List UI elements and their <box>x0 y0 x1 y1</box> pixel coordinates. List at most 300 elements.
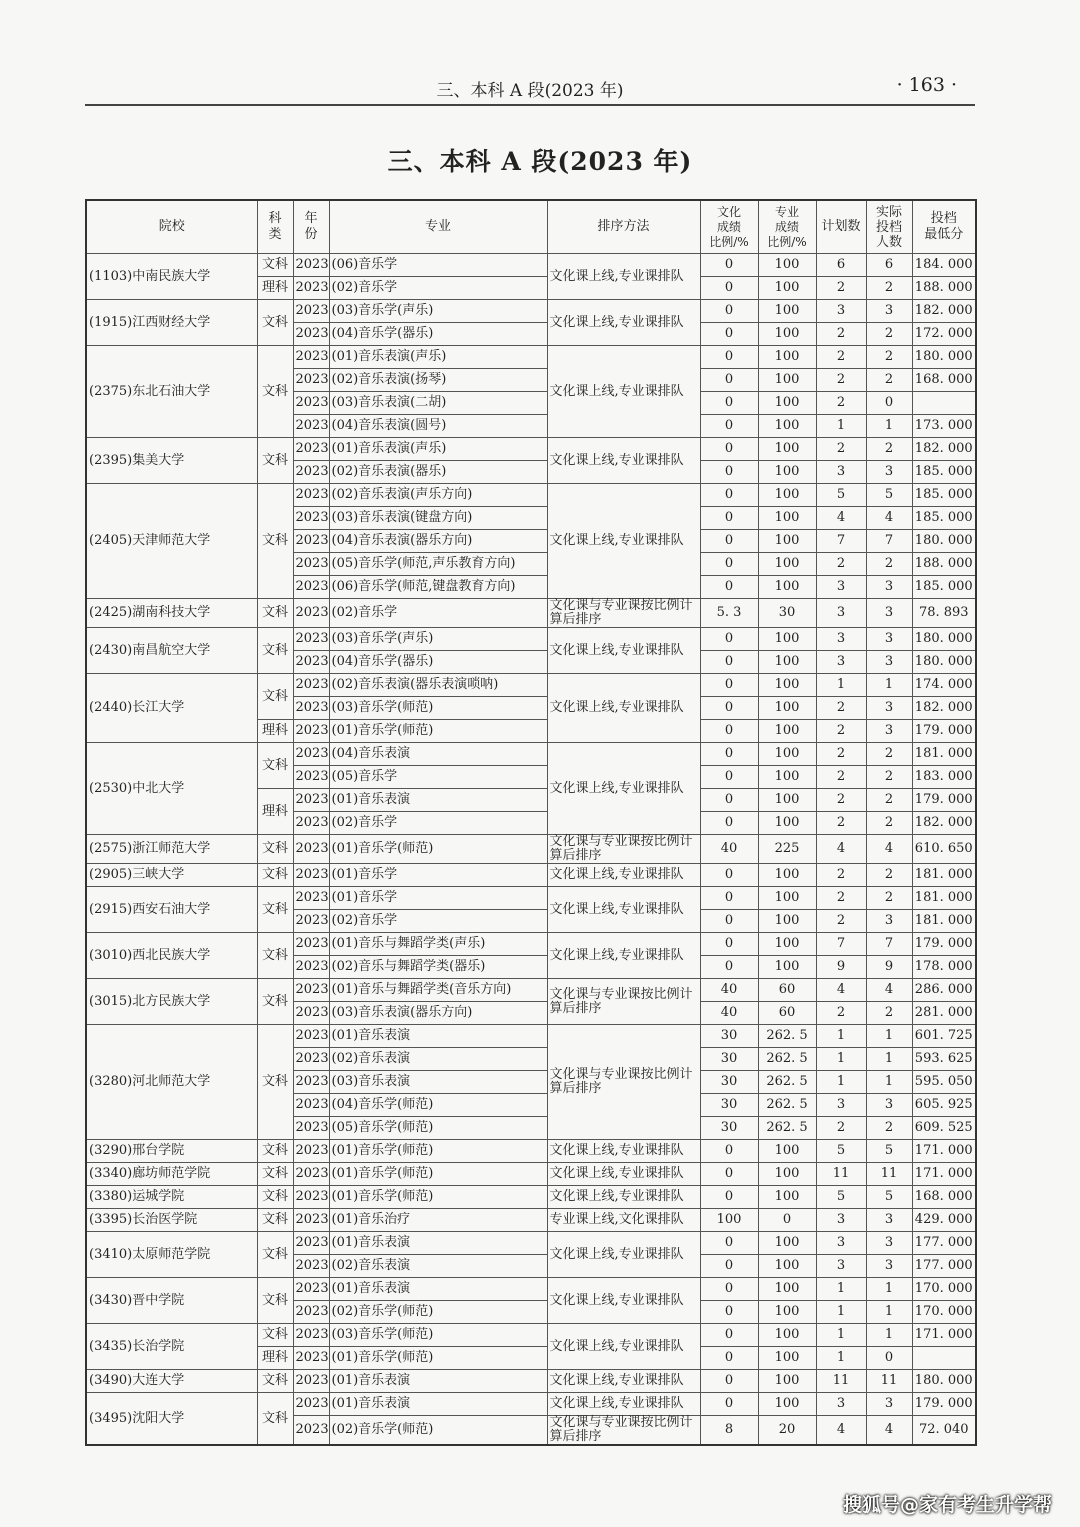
major: (01)音乐表演 <box>329 1370 547 1393</box>
plan-count: 3 <box>816 576 866 599</box>
culture-ratio: 0 <box>700 300 758 323</box>
plan-count: 2 <box>816 323 866 346</box>
plan-count: 2 <box>816 864 866 887</box>
sort-method: 文化课上线,专业课排队 <box>547 628 700 674</box>
school-name: (3340)廊坊师范学院 <box>86 1163 257 1186</box>
table-row <box>86 438 976 461</box>
pro-ratio: 262. 5 <box>758 1025 816 1048</box>
min-score: 281. 000 <box>912 1002 976 1025</box>
major: (01)音乐表演 <box>329 789 547 812</box>
min-score: 180. 000 <box>912 1370 976 1393</box>
sort-method: 文化课上线,专业课排队 <box>547 1393 700 1416</box>
year: 2023 <box>293 1416 329 1446</box>
year: 2023 <box>293 720 329 743</box>
actual-count: 1 <box>866 674 912 697</box>
pro-ratio: 100 <box>758 766 816 789</box>
subject-type: 文科 <box>257 1324 293 1347</box>
major: (01)音乐表演 <box>329 1232 547 1255</box>
year: 2023 <box>293 1278 329 1301</box>
subject-type: 文科 <box>257 1232 293 1278</box>
year: 2023 <box>293 1025 329 1048</box>
year: 2023 <box>293 369 329 392</box>
culture-ratio: 30 <box>700 1025 758 1048</box>
year: 2023 <box>293 346 329 369</box>
table-row <box>86 628 976 651</box>
major: (06)音乐学(师范,键盘教育方向) <box>329 576 547 599</box>
min-score: 180. 000 <box>912 530 976 553</box>
plan-count: 3 <box>816 1094 866 1117</box>
actual-count: 0 <box>866 1347 912 1370</box>
school-name: (2440)长江大学 <box>86 674 257 743</box>
plan-count: 2 <box>816 766 866 789</box>
min-score: 182. 000 <box>912 812 976 835</box>
actual-count: 2 <box>866 812 912 835</box>
min-score: 188. 000 <box>912 277 976 300</box>
actual-count: 2 <box>866 369 912 392</box>
min-score: 178. 000 <box>912 956 976 979</box>
subject-type: 文科 <box>257 1393 293 1446</box>
year: 2023 <box>293 1094 329 1117</box>
subject-type: 文科 <box>257 933 293 979</box>
col-header-plan: 计划数 <box>816 200 866 254</box>
table-row <box>86 484 976 507</box>
major: (01)音乐学(师范) <box>329 720 547 743</box>
actual-count: 3 <box>866 576 912 599</box>
min-score: 188. 000 <box>912 553 976 576</box>
culture-ratio: 40 <box>700 1002 758 1025</box>
sort-method: 文化课与专业课按比例计算后排序 <box>547 835 700 864</box>
subject-type: 文科 <box>257 1370 293 1393</box>
year: 2023 <box>293 1370 329 1393</box>
sort-method: 文化课上线,专业课排队 <box>547 933 700 979</box>
pro-ratio: 100 <box>758 254 816 277</box>
plan-count: 5 <box>816 1140 866 1163</box>
pro-ratio: 0 <box>758 1209 816 1232</box>
pro-ratio: 262. 5 <box>758 1094 816 1117</box>
col-header-school: 院校 <box>86 200 257 254</box>
major: (01)音乐与舞蹈学类(音乐方向) <box>329 979 547 1002</box>
pro-ratio: 100 <box>758 461 816 484</box>
culture-ratio: 30 <box>700 1117 758 1140</box>
year: 2023 <box>293 300 329 323</box>
actual-count: 7 <box>866 933 912 956</box>
school-name: (2530)中北大学 <box>86 743 257 835</box>
pro-ratio: 100 <box>758 674 816 697</box>
subject-type: 理科 <box>257 1347 293 1370</box>
culture-ratio: 0 <box>700 743 758 766</box>
table-row <box>86 933 976 956</box>
major: (01)音乐表演(声乐) <box>329 438 547 461</box>
table-row <box>86 1140 976 1163</box>
col-header-subject: 科 类 <box>257 200 293 254</box>
actual-count: 0 <box>866 392 912 415</box>
table-row <box>86 1209 976 1232</box>
pro-ratio: 100 <box>758 507 816 530</box>
actual-count: 2 <box>866 323 912 346</box>
plan-count: 3 <box>816 1393 866 1416</box>
major: (02)音乐表演(器乐) <box>329 461 547 484</box>
actual-count: 3 <box>866 599 912 628</box>
year: 2023 <box>293 1186 329 1209</box>
year: 2023 <box>293 864 329 887</box>
actual-count: 4 <box>866 835 912 864</box>
culture-ratio: 0 <box>700 812 758 835</box>
plan-count: 2 <box>816 392 866 415</box>
plan-count: 5 <box>816 484 866 507</box>
plan-count: 1 <box>816 1347 866 1370</box>
min-score: 179. 000 <box>912 789 976 812</box>
actual-count: 6 <box>866 254 912 277</box>
min-score: 181. 000 <box>912 743 976 766</box>
actual-count: 4 <box>866 507 912 530</box>
culture-ratio: 0 <box>700 628 758 651</box>
pro-ratio: 100 <box>758 277 816 300</box>
subject-type: 文科 <box>257 254 293 277</box>
pro-ratio: 100 <box>758 956 816 979</box>
culture-ratio: 0 <box>700 553 758 576</box>
min-score: 182. 000 <box>912 697 976 720</box>
year: 2023 <box>293 1232 329 1255</box>
pro-ratio: 100 <box>758 1393 816 1416</box>
pro-ratio: 100 <box>758 651 816 674</box>
culture-ratio: 0 <box>700 1301 758 1324</box>
sort-method: 文化课上线,专业课排队 <box>547 254 700 300</box>
year: 2023 <box>293 674 329 697</box>
plan-count: 5 <box>816 1186 866 1209</box>
year: 2023 <box>293 1002 329 1025</box>
pro-ratio: 100 <box>758 697 816 720</box>
plan-count: 2 <box>816 1002 866 1025</box>
actual-count: 3 <box>866 1232 912 1255</box>
major: (03)音乐学(师范) <box>329 1324 547 1347</box>
pro-ratio: 100 <box>758 438 816 461</box>
min-score: 72. 040 <box>912 1416 976 1446</box>
culture-ratio: 0 <box>700 887 758 910</box>
plan-count: 1 <box>816 1278 866 1301</box>
subject-type: 文科 <box>257 1163 293 1186</box>
culture-ratio: 0 <box>700 438 758 461</box>
min-score: 601. 725 <box>912 1025 976 1048</box>
school-name: (3410)太原师范学院 <box>86 1232 257 1278</box>
subject-type: 理科 <box>257 789 293 835</box>
col-header-major: 专业 <box>329 200 547 254</box>
major: (06)音乐学 <box>329 254 547 277</box>
actual-count: 3 <box>866 1209 912 1232</box>
min-score: 179. 000 <box>912 720 976 743</box>
culture-ratio: 0 <box>700 392 758 415</box>
actual-count: 5 <box>866 484 912 507</box>
running-title: 三、本科 A 段(2023 年) <box>436 81 624 101</box>
sort-method: 文化课与专业课按比例计算后排序 <box>547 979 700 1025</box>
pro-ratio: 100 <box>758 530 816 553</box>
plan-count: 2 <box>816 789 866 812</box>
pro-ratio: 100 <box>758 1301 816 1324</box>
year: 2023 <box>293 576 329 599</box>
sort-method: 文化课上线,专业课排队 <box>547 484 700 599</box>
major: (02)音乐学(师范) <box>329 1416 547 1446</box>
table-row <box>86 743 976 766</box>
culture-ratio: 0 <box>700 530 758 553</box>
table-row <box>86 1393 976 1416</box>
subject-type: 文科 <box>257 864 293 887</box>
pro-ratio: 100 <box>758 576 816 599</box>
table-row <box>86 979 976 1002</box>
plan-count: 2 <box>816 743 866 766</box>
year: 2023 <box>293 1347 329 1370</box>
school-name: (2575)浙江师范大学 <box>86 835 257 864</box>
culture-ratio: 0 <box>700 461 758 484</box>
actual-count: 1 <box>866 1324 912 1347</box>
major: (04)音乐学(器乐) <box>329 651 547 674</box>
major: (03)音乐学(声乐) <box>329 628 547 651</box>
sort-method: 文化课与专业课按比例计算后排序 <box>547 599 700 628</box>
plan-count: 2 <box>816 553 866 576</box>
actual-count: 2 <box>866 766 912 789</box>
pro-ratio: 100 <box>758 1163 816 1186</box>
year: 2023 <box>293 1140 329 1163</box>
year: 2023 <box>293 933 329 956</box>
major: (04)音乐学(器乐) <box>329 323 547 346</box>
year: 2023 <box>293 1301 329 1324</box>
min-score: 172. 000 <box>912 323 976 346</box>
culture-ratio: 0 <box>700 576 758 599</box>
major: (05)音乐学 <box>329 766 547 789</box>
plan-count: 11 <box>816 1370 866 1393</box>
min-score: 180. 000 <box>912 346 976 369</box>
sort-method: 文化课上线,专业课排队 <box>547 743 700 835</box>
table-row <box>86 1186 976 1209</box>
major: (01)音乐学(师范) <box>329 1186 547 1209</box>
year: 2023 <box>293 835 329 864</box>
major: (01)音乐与舞蹈学类(声乐) <box>329 933 547 956</box>
pro-ratio: 60 <box>758 1002 816 1025</box>
year: 2023 <box>293 697 329 720</box>
pro-ratio: 100 <box>758 1255 816 1278</box>
pro-ratio: 100 <box>758 887 816 910</box>
plan-count: 2 <box>816 277 866 300</box>
min-score: 185. 000 <box>912 484 976 507</box>
culture-ratio: 0 <box>700 766 758 789</box>
year: 2023 <box>293 979 329 1002</box>
actual-count: 5 <box>866 1140 912 1163</box>
major: (05)音乐学(师范) <box>329 1117 547 1140</box>
actual-count: 3 <box>866 1255 912 1278</box>
min-score: 168. 000 <box>912 369 976 392</box>
min-score: 177. 000 <box>912 1232 976 1255</box>
plan-count: 3 <box>816 1255 866 1278</box>
plan-count: 1 <box>816 1071 866 1094</box>
plan-count: 2 <box>816 720 866 743</box>
culture-ratio: 0 <box>700 1324 758 1347</box>
actual-count: 1 <box>866 1071 912 1094</box>
sort-method: 文化课上线,专业课排队 <box>547 1232 700 1278</box>
school-name: (3395)长治医学院 <box>86 1209 257 1232</box>
plan-count: 2 <box>816 887 866 910</box>
table-row <box>86 1370 976 1393</box>
plan-count: 4 <box>816 507 866 530</box>
culture-ratio: 0 <box>700 910 758 933</box>
major: (02)音乐学(师范) <box>329 1301 547 1324</box>
year: 2023 <box>293 1048 329 1071</box>
actual-count: 3 <box>866 1094 912 1117</box>
pro-ratio: 262. 5 <box>758 1048 816 1071</box>
major: (01)音乐学(师范) <box>329 1140 547 1163</box>
plan-count: 3 <box>816 599 866 628</box>
subject-type: 文科 <box>257 599 293 628</box>
actual-count: 4 <box>866 1416 912 1446</box>
major: (03)音乐表演(键盘方向) <box>329 507 547 530</box>
subject-type: 理科 <box>257 277 293 300</box>
pro-ratio: 100 <box>758 628 816 651</box>
culture-ratio: 0 <box>700 323 758 346</box>
table-row <box>86 674 976 697</box>
subject-type: 文科 <box>257 979 293 1025</box>
admission-table <box>85 199 977 1446</box>
major: (02)音乐表演(器乐表演唢呐) <box>329 674 547 697</box>
major: (02)音乐学 <box>329 812 547 835</box>
plan-count: 3 <box>816 1209 866 1232</box>
actual-count: 1 <box>866 415 912 438</box>
plan-count: 1 <box>816 1301 866 1324</box>
actual-count: 1 <box>866 1025 912 1048</box>
school-name: (3490)大连大学 <box>86 1370 257 1393</box>
major: (01)音乐表演 <box>329 1278 547 1301</box>
school-name: (3015)北方民族大学 <box>86 979 257 1025</box>
page-number: · 163 · <box>896 74 957 96</box>
plan-count: 4 <box>816 979 866 1002</box>
year: 2023 <box>293 651 329 674</box>
pro-ratio: 100 <box>758 812 816 835</box>
col-header-culture-ratio: 文化 成绩 比例/% <box>700 200 758 254</box>
actual-count: 3 <box>866 628 912 651</box>
major: (02)音乐表演(扬琴) <box>329 369 547 392</box>
running-head <box>85 72 975 104</box>
plan-count: 2 <box>816 697 866 720</box>
year: 2023 <box>293 1255 329 1278</box>
culture-ratio: 8 <box>700 1416 758 1446</box>
subject-type: 文科 <box>257 484 293 599</box>
pro-ratio: 100 <box>758 933 816 956</box>
sort-method: 文化课上线,专业课排队 <box>547 887 700 933</box>
major: (04)音乐表演(器乐方向) <box>329 530 547 553</box>
actual-count: 2 <box>866 1117 912 1140</box>
culture-ratio: 0 <box>700 697 758 720</box>
year: 2023 <box>293 1393 329 1416</box>
subject-type: 文科 <box>257 1140 293 1163</box>
year: 2023 <box>293 461 329 484</box>
year: 2023 <box>293 628 329 651</box>
school-name: (3290)邢台学院 <box>86 1140 257 1163</box>
min-score: 185. 000 <box>912 507 976 530</box>
pro-ratio: 100 <box>758 910 816 933</box>
school-name: (3380)运城学院 <box>86 1186 257 1209</box>
plan-count: 3 <box>816 628 866 651</box>
year: 2023 <box>293 812 329 835</box>
min-score: 179. 000 <box>912 1393 976 1416</box>
major: (01)音乐学(师范) <box>329 1347 547 1370</box>
table-header-row <box>86 200 976 254</box>
pro-ratio: 225 <box>758 835 816 864</box>
table-row <box>86 864 976 887</box>
plan-count: 11 <box>816 1163 866 1186</box>
pro-ratio: 262. 5 <box>758 1071 816 1094</box>
pro-ratio: 100 <box>758 1370 816 1393</box>
subject-type: 文科 <box>257 835 293 864</box>
table-row <box>86 346 976 369</box>
sort-method: 文化课上线,专业课排队 <box>547 1186 700 1209</box>
min-score <box>912 1347 976 1370</box>
subject-type: 文科 <box>257 1209 293 1232</box>
year: 2023 <box>293 766 329 789</box>
table-row <box>86 300 976 323</box>
sort-method: 文化课上线,专业课排队 <box>547 1140 700 1163</box>
actual-count: 5 <box>866 1186 912 1209</box>
plan-count: 9 <box>816 956 866 979</box>
culture-ratio: 0 <box>700 254 758 277</box>
year: 2023 <box>293 956 329 979</box>
actual-count: 11 <box>866 1163 912 1186</box>
min-score: 181. 000 <box>912 887 976 910</box>
year: 2023 <box>293 277 329 300</box>
sort-method: 文化课上线,专业课排队 <box>547 438 700 484</box>
year: 2023 <box>293 254 329 277</box>
plan-count: 1 <box>816 415 866 438</box>
culture-ratio: 0 <box>700 1370 758 1393</box>
pro-ratio: 30 <box>758 599 816 628</box>
culture-ratio: 0 <box>700 415 758 438</box>
min-score: 182. 000 <box>912 300 976 323</box>
actual-count: 3 <box>866 461 912 484</box>
school-name: (2405)天津师范大学 <box>86 484 257 599</box>
culture-ratio: 0 <box>700 1278 758 1301</box>
plan-count: 3 <box>816 300 866 323</box>
pro-ratio: 262. 5 <box>758 1117 816 1140</box>
school-name: (1915)江西财经大学 <box>86 300 257 346</box>
min-score: 181. 000 <box>912 910 976 933</box>
min-score: 168. 000 <box>912 1186 976 1209</box>
header-rule <box>85 104 975 106</box>
culture-ratio: 0 <box>700 864 758 887</box>
min-score: 170. 000 <box>912 1301 976 1324</box>
plan-count: 7 <box>816 530 866 553</box>
actual-count: 3 <box>866 651 912 674</box>
major: (02)音乐学 <box>329 599 547 628</box>
subject-type: 理科 <box>257 720 293 743</box>
year: 2023 <box>293 392 329 415</box>
sort-method: 文化课上线,专业课排队 <box>547 864 700 887</box>
subject-type: 文科 <box>257 887 293 933</box>
major: (01)音乐学 <box>329 864 547 887</box>
col-header-min-score: 投档 最低分 <box>912 200 976 254</box>
actual-count: 2 <box>866 864 912 887</box>
plan-count: 1 <box>816 1048 866 1071</box>
culture-ratio: 30 <box>700 1048 758 1071</box>
school-name: (3495)沈阳大学 <box>86 1393 257 1446</box>
pro-ratio: 100 <box>758 553 816 576</box>
major: (01)音乐学(师范) <box>329 835 547 864</box>
major: (02)音乐表演(声乐方向) <box>329 484 547 507</box>
school-name: (2375)东北石油大学 <box>86 346 257 438</box>
school-name: (3010)西北民族大学 <box>86 933 257 979</box>
min-score: 171. 000 <box>912 1140 976 1163</box>
pro-ratio: 100 <box>758 415 816 438</box>
culture-ratio: 0 <box>700 1255 758 1278</box>
min-score: 180. 000 <box>912 628 976 651</box>
culture-ratio: 0 <box>700 369 758 392</box>
culture-ratio: 0 <box>700 507 758 530</box>
year: 2023 <box>293 1163 329 1186</box>
sort-method: 文化课与专业课按比例计算后排序 <box>547 1025 700 1140</box>
